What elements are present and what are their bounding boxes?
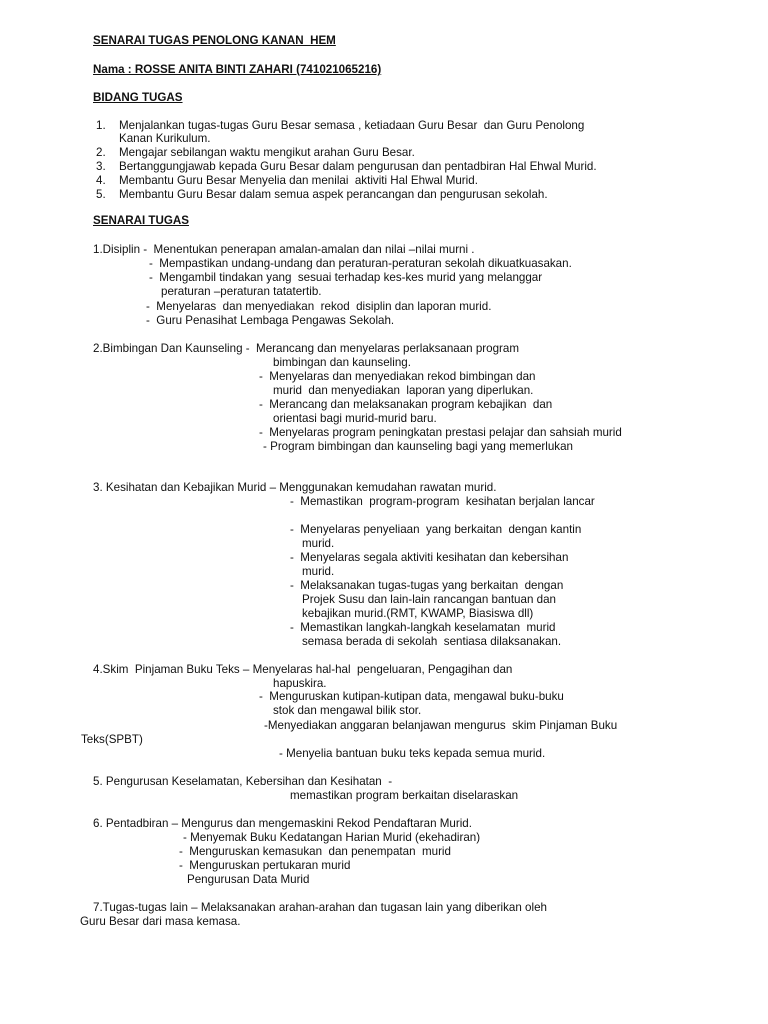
bidang-item-5-number: 5.	[96, 188, 106, 201]
bidang-item-3-text: Bertanggungjawab kepada Guru Besar dalam pengurusan dan pentadbiran Hal Ehwal Murid.	[119, 160, 597, 173]
bidang-item-4-text: Membantu Guru Besar Menyelia dan menilai aktiviti Hal Ehwal Murid.	[119, 174, 478, 187]
bidang-item-3-number: 3.	[96, 160, 106, 173]
tugas-lain-line-2: Guru Besar dari masa kemasa.	[80, 915, 241, 928]
bimbingan-line-2: bimbingan dan kaunseling.	[273, 356, 411, 369]
kesihatan-line-5: - Menyelaras segala aktiviti kesihatan dan kebersihan	[290, 551, 569, 564]
spbt-line-2: hapuskira.	[273, 677, 327, 690]
bidang-item-1-line-1: Menjalankan tugas-tugas Guru Besar semasa , ketiadaan Guru Besar dan Guru Penolong	[119, 119, 585, 132]
pentadbiran-line-1: 6. Pentadbiran – Mengurus dan mengemaskini Rekod Pendaftaran Murid.	[93, 817, 472, 830]
disiplin-line-4: peraturan –peraturan tatatertib.	[161, 285, 322, 298]
spbt-line-6: Teks(SPBT)	[81, 733, 143, 746]
bidang-item-2-number: 2.	[96, 146, 106, 159]
document-title: SENARAI TUGAS PENOLONG KANAN HEM	[93, 34, 336, 47]
spbt-line-5: -Menyediakan anggaran belanjawan mengurus skim Pinjaman Buku	[264, 719, 618, 732]
bidang-item-1-number: 1.	[96, 119, 106, 132]
kesihatan-line-8: Projek Susu dan lain-lain rancangan bantuan dan	[302, 593, 556, 606]
spbt-line-4: stok dan mengawal bilik stor.	[273, 704, 422, 717]
kesihatan-line-6: murid.	[302, 565, 335, 578]
kesihatan-line-1: 3. Kesihatan dan Kebajikan Murid – Menggunakan kemudahan rawatan murid.	[93, 481, 497, 494]
keselamatan-line-2: memastikan program berkaitan diselaraskan	[290, 789, 519, 802]
bidang-tugas-heading: BIDANG TUGAS	[93, 91, 183, 104]
disiplin-line-2: - Mempastikan undang-undang dan peraturan-peraturan sekolah dikuatkuasakan.	[149, 257, 572, 270]
spbt-line-7: - Menyelia bantuan buku teks kepada semua murid.	[279, 747, 546, 760]
kesihatan-line-11: semasa berada di sekolah sentiasa dilaksanakan.	[302, 635, 562, 648]
kesihatan-line-10: - Memastikan langkah-langkah keselamatan murid	[290, 621, 556, 634]
bimbingan-line-1: 2.Bimbingan Dan Kaunseling - Merancang dan menyelaras perlaksanaan program	[93, 342, 519, 355]
pentadbiran-line-5: Pengurusan Data Murid	[187, 873, 310, 886]
bimbingan-line-3: - Menyelaras dan menyediakan rekod bimbingan dan	[259, 370, 536, 383]
bimbingan-line-8: - Program bimbingan dan kaunseling bagi yang memerlukan	[263, 440, 573, 453]
disiplin-line-3: - Mengambil tindakan yang sesuai terhadap kes-kes murid yang melanggar	[149, 271, 543, 284]
pentadbiran-line-2: - Menyemak Buku Kedatangan Harian Murid (ekehadiran)	[183, 831, 481, 844]
pentadbiran-line-4: - Menguruskan pertukaran murid	[179, 859, 351, 872]
spbt-line-3: - Menguruskan kutipan-kutipan data, mengawal buku-buku	[259, 690, 564, 703]
kesihatan-line-2: - Memastikan program-program kesihatan berjalan lancar	[290, 495, 595, 508]
disiplin-line-1: 1.Disiplin - Menentukan penerapan amalan-amalan dan nilai –nilai murni .	[93, 243, 475, 256]
pentadbiran-line-3: - Menguruskan kemasukan dan penempatan murid	[179, 845, 451, 858]
bimbingan-line-7: - Menyelaras program peningkatan prestasi pelajar dan sahsiah murid	[259, 426, 622, 439]
spbt-line-1: 4.Skim Pinjaman Buku Teks – Menyelaras hal-hal pengeluaran, Pengagihan dan	[93, 663, 513, 676]
kesihatan-line-7: - Melaksanakan tugas-tugas yang berkaitan dengan	[290, 579, 564, 592]
bidang-item-4-number: 4.	[96, 174, 106, 187]
bimbingan-line-4: murid dan menyediakan laporan yang diperlukan.	[273, 384, 534, 397]
name-line: Nama : ROSSE ANITA BINTI ZAHARI (741021065216)	[93, 63, 382, 76]
bimbingan-line-6: orientasi bagi murid-murid baru.	[273, 412, 437, 425]
tugas-lain-line-1: 7.Tugas-tugas lain – Melaksanakan arahan-arahan dan tugasan lain yang diberikan oleh	[93, 901, 547, 914]
disiplin-line-6: - Guru Penasihat Lembaga Pengawas Sekolah.	[146, 314, 395, 327]
kesihatan-line-9: kebajikan murid.(RMT, KWAMP, Biasiswa dll)	[302, 607, 534, 620]
kesihatan-line-4: murid.	[302, 537, 335, 550]
bidang-item-2-text: Mengajar sebilangan waktu mengikut arahan Guru Besar.	[119, 146, 415, 159]
disiplin-line-5: - Menyelaras dan menyediakan rekod disiplin dan laporan murid.	[146, 300, 492, 313]
bidang-item-1-line-2: Kanan Kurikulum.	[119, 132, 211, 145]
bidang-item-5-text: Membantu Guru Besar dalam semua aspek perancangan dan pengurusan sekolah.	[119, 188, 548, 201]
bimbingan-line-5: - Merancang dan melaksanakan program kebajikan dan	[259, 398, 553, 411]
kesihatan-line-3: - Menyelaras penyeliaan yang berkaitan dengan kantin	[290, 523, 582, 536]
keselamatan-line-1: 5. Pengurusan Keselamatan, Kebersihan dan Kesihatan -	[93, 775, 393, 788]
senarai-tugas-heading: SENARAI TUGAS	[93, 214, 189, 227]
